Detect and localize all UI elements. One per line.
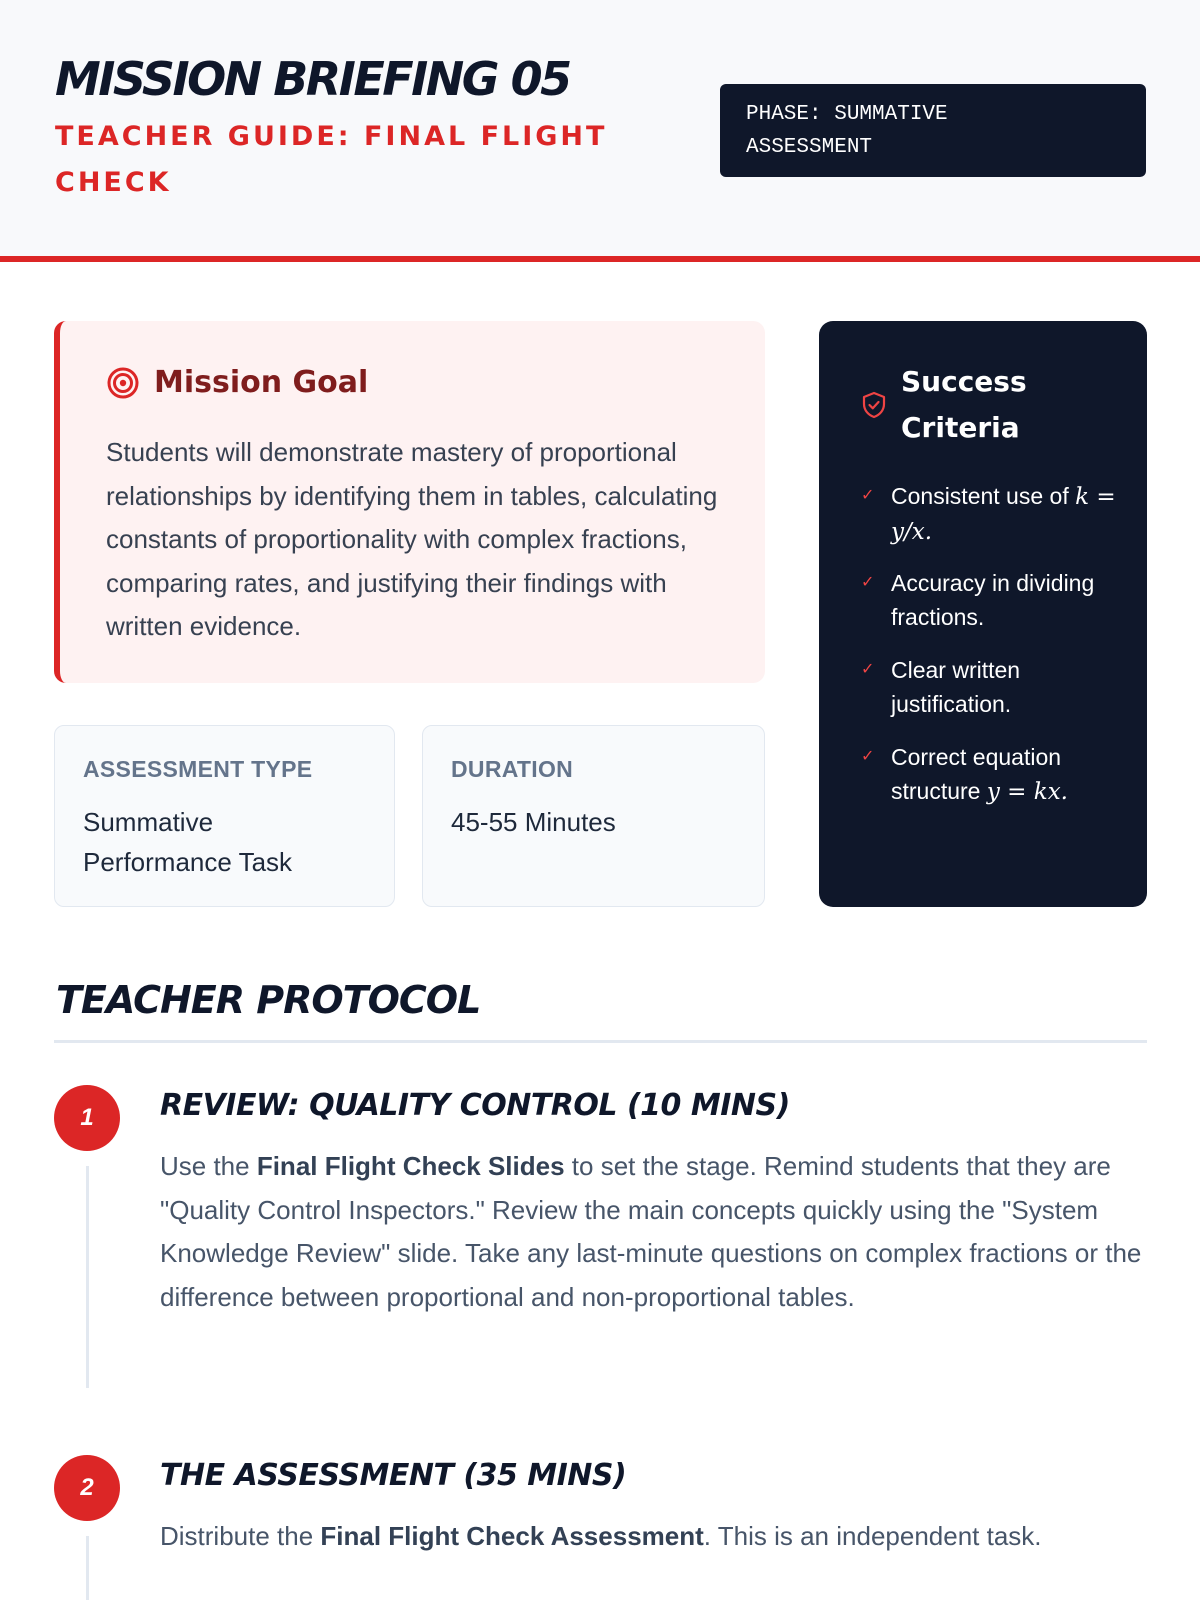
step-1-title: REVIEW: QUALITY CONTROL (10 MINS)	[160, 1088, 790, 1123]
phase-label: PHASE: SUMMATIVE	[746, 103, 948, 126]
assessment-type-label: ASSESSMENT TYPE	[83, 756, 313, 782]
success-criteria-card	[819, 321, 1147, 907]
mission-goal-card	[54, 321, 765, 683]
assessment-type-value: Summative Performance Task	[83, 807, 293, 877]
shield-check-icon	[861, 391, 887, 419]
target-icon	[106, 366, 140, 400]
check-icon: ✓	[861, 661, 875, 678]
step-1-number: 1	[54, 1085, 120, 1151]
criteria-item-text: Consistent use of k = y/x.	[891, 483, 1116, 545]
step-2-resource: Final Flight Check Assessment	[320, 1521, 704, 1551]
step-2-connector	[86, 1536, 89, 1600]
step-1-resource: Final Flight Check Slides	[256, 1151, 565, 1181]
criteria-item-text: Clear written justification.	[891, 657, 1021, 717]
step-2-number: 2	[54, 1455, 120, 1521]
step-2-text: Distribute the Final Flight Check Assessment. This is an independent task.	[160, 1521, 1042, 1551]
check-icon: ✓	[861, 487, 875, 504]
phase-badge	[720, 84, 1146, 177]
step-2-title: THE ASSESSMENT (35 MINS)	[160, 1458, 627, 1493]
criteria-math: y = kx.	[986, 779, 1068, 805]
page-subtitle: TEACHER GUIDE: FINAL FLIGHT CHECK	[55, 121, 608, 198]
page-header	[0, 0, 1200, 262]
duration-value: 45-55 Minutes	[451, 807, 616, 837]
protocol-divider	[54, 1040, 1147, 1043]
duration-label: DURATION	[451, 756, 574, 782]
criteria-item	[861, 479, 1121, 566]
protocol-title: TEACHER PROTOCOL	[56, 978, 481, 1022]
criteria-item	[861, 653, 1121, 740]
mission-goal-text: Students will demonstrate mastery of proportional relationships by identifying them in tables, calculating constants of proportionality with complex fractions, comparing rates, and justifying their findings with written evidence.	[106, 437, 718, 641]
check-icon: ✓	[861, 748, 875, 765]
step-1-connector	[86, 1166, 89, 1388]
mission-goal-heading: Mission Goal	[154, 365, 369, 400]
phase-value: ASSESSMENT	[746, 136, 873, 159]
criteria-item-text: Correct equation structure y = kx.	[891, 744, 1068, 805]
success-criteria-header	[861, 359, 1061, 451]
criteria-math: k = y/x.	[891, 484, 1116, 545]
criteria-item-text: Accuracy in dividing fractions.	[891, 570, 1095, 630]
mission-goal-header	[106, 365, 368, 400]
success-criteria-list	[861, 479, 1121, 827]
check-icon: ✓	[861, 574, 875, 591]
page-title: MISSION BRIEFING 05	[55, 52, 570, 106]
success-criteria-heading: Success Criteria	[901, 365, 1027, 444]
criteria-item	[861, 740, 1121, 827]
assessment-type-box	[54, 725, 395, 907]
duration-box	[422, 725, 765, 907]
criteria-item	[861, 566, 1121, 653]
step-1-text: Use the Final Flight Check Slides to set the stage. Remind students that they are "Quality Control Inspectors." Review the main concepts quickly using the "System Knowledge Review" slide. Take any last-minute questions on complex fractions or the difference between proportional and non-proportional tables.	[160, 1151, 1142, 1312]
